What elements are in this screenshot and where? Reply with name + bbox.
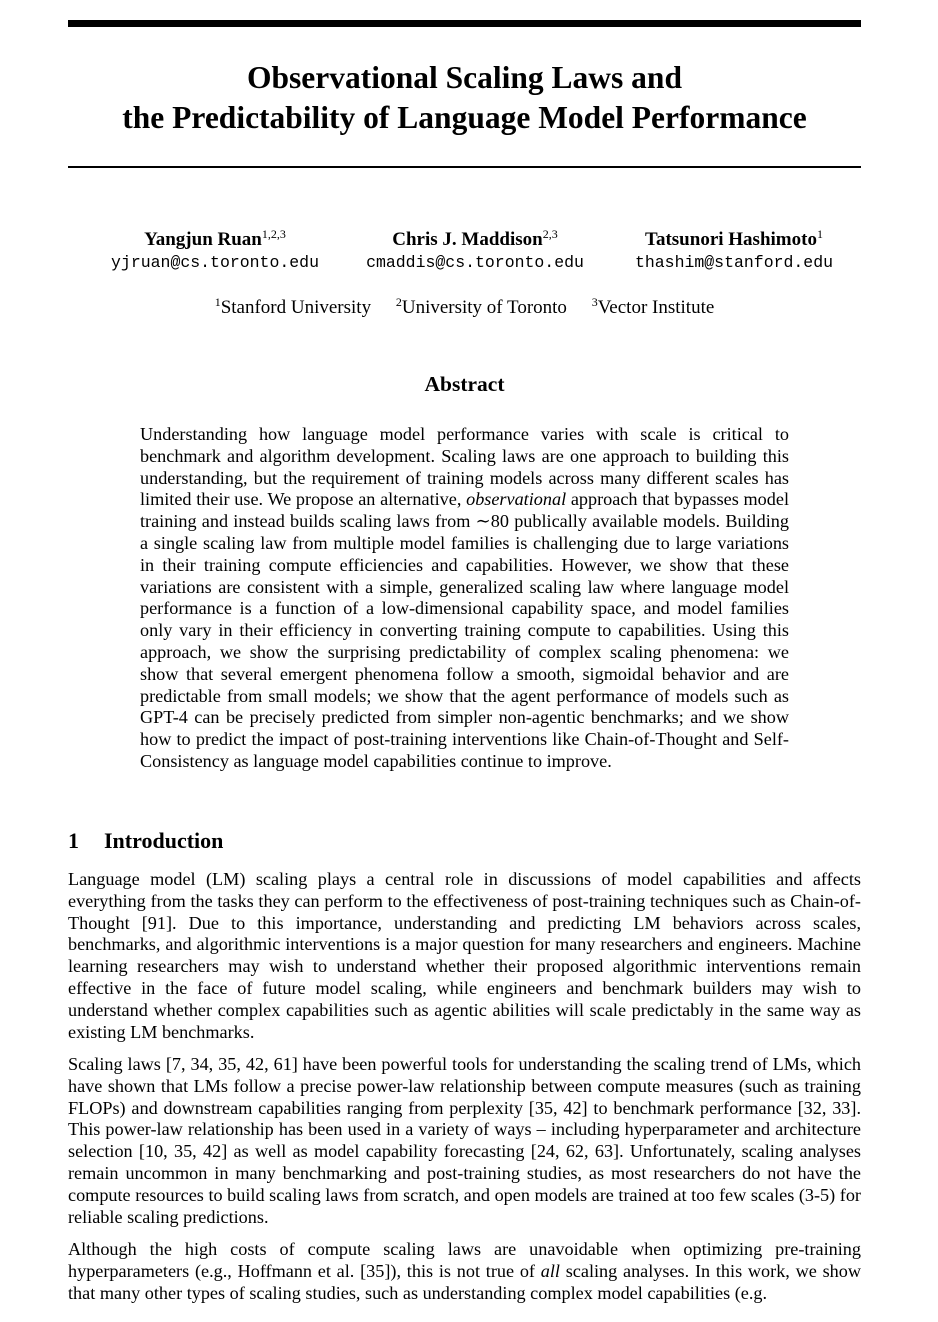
author-affiliation-marker: 2,3 — [542, 227, 558, 241]
abstract-heading: Abstract — [424, 372, 505, 396]
author-block-2 — [330, 222, 620, 274]
author-affiliation-marker: 1,2,3 — [261, 227, 286, 241]
author-name: Tatsunori Hashimoto — [645, 229, 817, 250]
affiliation-2: $^2$University of Toronto — [395, 295, 567, 318]
abstract-text: Understanding how language model performance varies with scale is critical to benchmark and algorithm development. Scaling laws are one approach to building this understanding, but the requirement of training models across many different scales has limited their use. We propose an alternative, observational approach that bypasses model training and instead builds scaling laws from ∼80 publically available models. Building a single scaling law from multiple model families is challenging due to large variations in their training compute efficiencies and capabilities. However, we show that these variations are consistent with a simple, generalized scaling law where language model performance is a function of a low-dimensional capability space, and model families only vary in their efficiency in converting training compute to capabilities. Using this approach, we show the surprising predictability of complex scaling phenomena: we show that several emergent phenomena follow a smooth, sigmoidal behavior and are predictable from small models; we show that the agent performance of models such as GPT-4 can be precisely predicted from simpler non-agentic benchmarks; and we show how to predict the impact of post-training interventions like Chain-of-Thought and Self-Consistency as language model capabilities continue to improve. — [140, 424, 789, 771]
section-number: 1 — [68, 828, 79, 853]
author-affiliation-marker: 1 — [816, 227, 823, 241]
paper-title — [68, 58, 861, 138]
author-email: cmaddis@cs.toronto.edu — [366, 253, 584, 272]
author-block-3 — [584, 222, 884, 274]
author-block-1 — [70, 222, 360, 274]
author-name: Chris J. Maddison — [392, 229, 543, 250]
author-name: Yangjun Ruan — [144, 229, 262, 250]
abstract-emphasis: observational — [466, 489, 567, 510]
intro-paragraph-1: Language model (LM) scaling plays a central role in discussions of model capabilities and affects everything from the tasks they can perform to the effectiveness of post-training techniques such as Chain-of-Thought [91]. Due to this importance, understanding and predicting LM behaviors across scales, benchmarks, and algorithmic interventions is a major question for many researchers and engineers. Machine learning researchers may wish to understand whether their proposed algorithmic interventions remain effective in the face of future model scaling, while engineers and benchmark builders may wish to understand whether complex capabilities such as agentic abilities will scale predictably in the same way as existing LM benchmarks. — [68, 869, 861, 1042]
title-top-rule — [68, 20, 861, 27]
affiliations — [68, 290, 861, 320]
intro-paragraph-3: Although the high costs of compute scaling laws are unavoidable when optimizing pre-training hyperparameters (e.g., Hoffmann et al. [35]), this is not true of all scaling analyses. In this work, we show that many other types of scaling studies, such as understanding complex model capabilities (e.g. — [68, 1239, 861, 1303]
intro-paragraph-2: Scaling laws [7, 34, 35, 42, 61] have been powerful tools for understanding the scaling trend of LMs, which have shown that LMs follow a precise power-law relationship between compute measures (such as training FLOPs) and downstream capabilities ranging from perplexity [35, 42] to benchmark performance [32, 33]. This power-law relationship has been used in a variety of ways – including hyperparameter and architecture selection [10, 35, 42] as well as model capability forecasting [24, 62, 63]. Unfortunately, scaling analyses remain uncommon in many benchmarking and post-training studies, as most researchers do not have the compute resources to build scaling laws from scratch, and open models are trained at too few scales (3-5) for reliable scaling predictions. — [68, 1054, 861, 1227]
title-line-1: Observational Scaling Laws and — [247, 60, 682, 95]
author-email: thashim@stanford.edu — [634, 253, 834, 272]
section-title: Introduction — [104, 828, 224, 853]
title-line-2: the Predictability of Language Model Performance — [122, 100, 807, 135]
author-email: yjruan@cs.toronto.edu — [111, 253, 319, 272]
affiliation-1: $^1$Stanford University — [214, 295, 372, 318]
affiliation-3: $^3$Vector Institute — [591, 295, 715, 318]
paragraph-emphasis: all — [540, 1260, 560, 1281]
title-bottom-rule — [68, 166, 861, 168]
section-heading-introduction — [68, 826, 223, 856]
